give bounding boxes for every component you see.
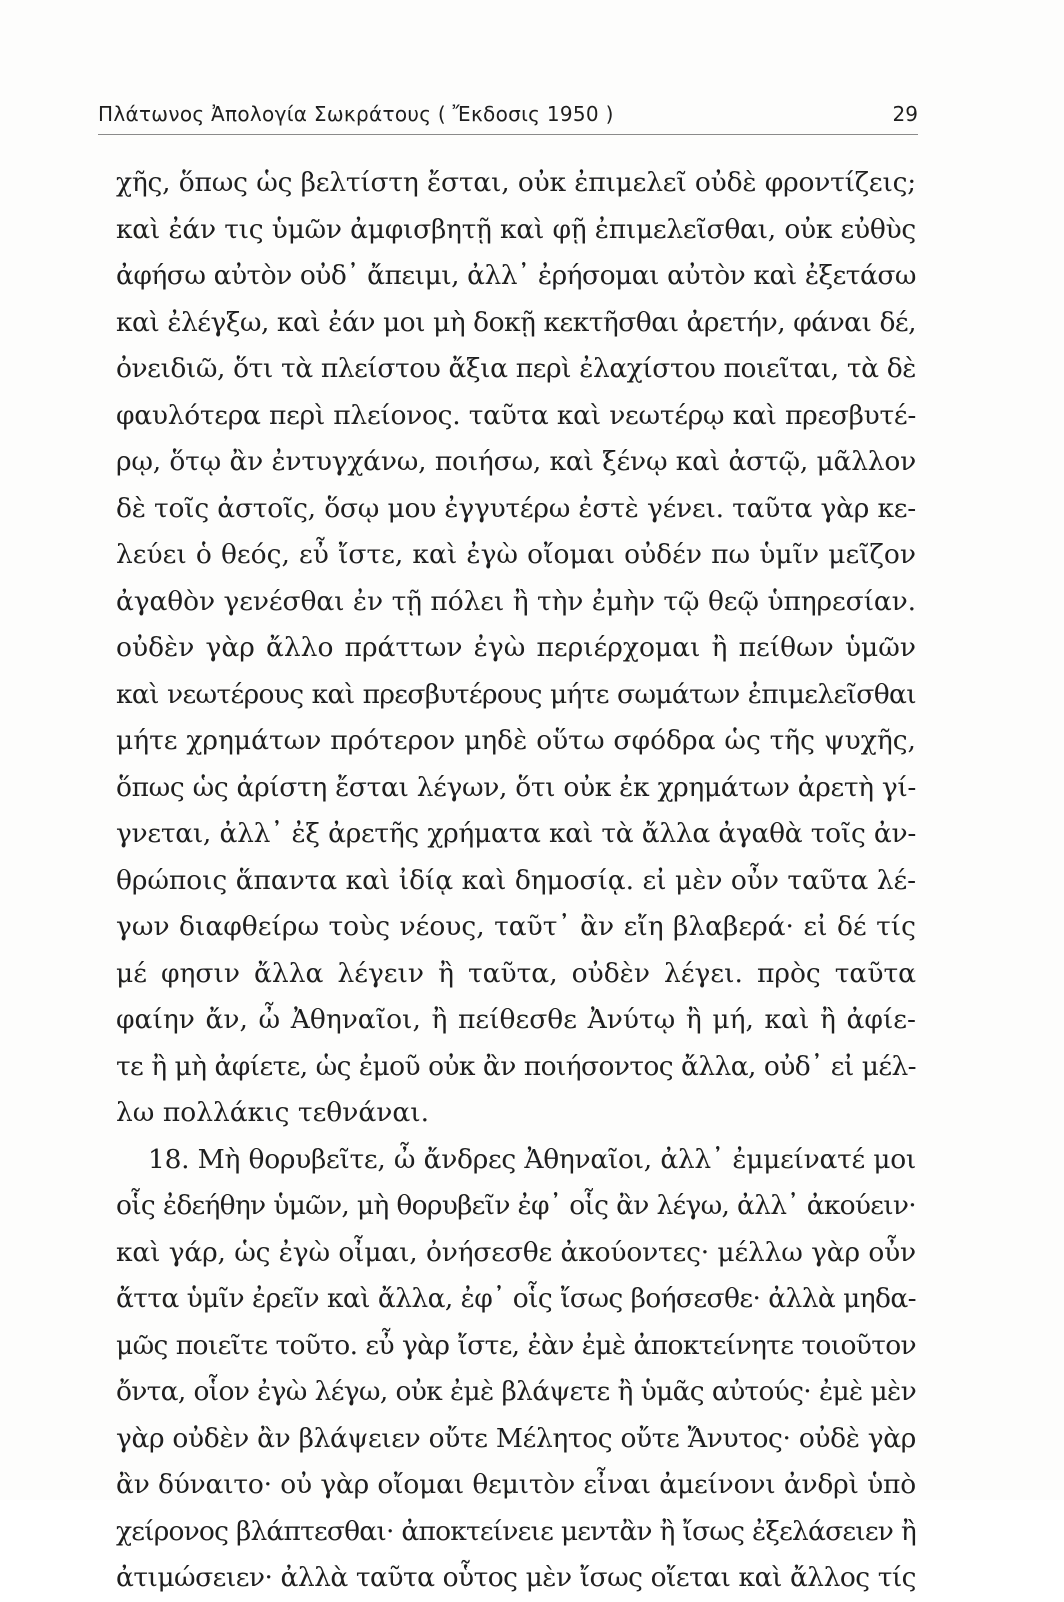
paragraph-end-line: λω πολλάκις τεθνάναι. xyxy=(116,1097,430,1128)
running-head xyxy=(98,102,918,142)
text-line: δὲ τοῖς ἀστοῖς, ὅσῳ μου ἐγγυτέρω ἐστὲ γένει. ταῦτα γὰρ κε- xyxy=(116,492,916,524)
text-line: γων διαφθείρω τοὺς νέους, ταῦτ᾽ ἂν εἴη βλαβερά· εἰ δέ τίς xyxy=(116,911,916,942)
text-line: μῶς ποιεῖτε τοῦτο. εὖ γὰρ ἴστε, ἐὰν ἐμὲ ἀποκτείνητε τοιοῦτον xyxy=(116,1329,916,1361)
text-line: καὶ νεωτέρους καὶ πρεσβυτέρους μήτε σωμάτων ἐπιμελεῖσθαι xyxy=(116,678,916,710)
header-rule xyxy=(98,134,918,135)
section-18-first-line: 18. Μὴ θορυβεῖτε, ὦ ἄνδρες Ἀθηναῖοι, ἀλλ᾽ ἐμμείνατέ μοι xyxy=(148,1143,916,1175)
text-line: ὅπως ὡς ἀρίστη ἔσται λέγων, ὅτι οὐκ ἐκ χρημάτων ἀρετὴ γί- xyxy=(116,771,916,803)
running-head-title: Πλάτωνος Ἀπολογία Σωκράτους ( Ἔκδοσις 1950 ) xyxy=(98,102,614,126)
text-line: ὄντα, οἷον ἐγὼ λέγω, οὐκ ἐμὲ βλάψετε ἢ ὑμᾶς αὐτούς· ἐμὲ μὲν xyxy=(116,1376,916,1407)
text-line: καὶ ἐάν τις ὑμῶν ἀμφισβητῇ καὶ φῇ ἐπιμελεῖσθαι, οὐκ εὐθὺς xyxy=(116,213,916,245)
text-line: ἀγαθὸν γενέσθαι ἐν τῇ πόλει ἢ τὴν ἐμὴν τῷ θεῷ ὑπηρεσίαν. xyxy=(116,585,916,617)
text-line: ὀνειδιῶ, ὅτι τὰ πλείστου ἄξια περὶ ἐλαχίστου ποιεῖται, τὰ δὲ xyxy=(116,353,916,384)
text-line: ἂν δύναιτο· οὐ γὰρ οἴομαι θεμιτὸν εἶναι ἀμείνονι ἀνδρὶ ὑπὸ xyxy=(116,1469,916,1500)
text-line: ἀτιμώσειεν· ἀλλὰ ταῦτα οὗτος μὲν ἴσως οἴεται καὶ ἄλλος τίς xyxy=(116,1562,916,1593)
page-number: 29 xyxy=(892,102,918,126)
text-line: χῆς, ὅπως ὡς βελτίστη ἔσται, οὐκ ἐπιμελεῖ οὐδὲ φροντίζεις; xyxy=(116,167,916,198)
text-line: μέ φησιν ἄλλα λέγειν ἢ ταῦτα, οὐδὲν λέγει. πρὸς ταῦτα xyxy=(116,957,916,989)
text-line: μήτε χρημάτων πρότερον μηδὲ οὕτω σφόδρα ὡς τῆς ψυχῆς, xyxy=(116,725,916,756)
text-line: οἷς ἐδεήθην ὑμῶν, μὴ θορυβεῖν ἐφ᾽ οἷς ἂν λέγω, ἀλλ᾽ ἀκούειν· xyxy=(116,1190,916,1221)
text-line: γνεται, ἀλλ᾽ ἐξ ἀρετῆς χρήματα καὶ τὰ ἄλλα ἀγαθὰ τοῖς ἀν- xyxy=(116,818,916,849)
text-line: καὶ ἐλέγξω, καὶ ἐάν μοι μὴ δοκῇ κεκτῆσθαι ἀρετήν, φάναι δέ, xyxy=(116,306,916,338)
text-line: γὰρ οὐδὲν ἂν βλάψειεν οὔτε Μέλητος οὔτε Ἄνυτος· οὐδὲ γὰρ xyxy=(116,1422,916,1454)
text-line: ἄττα ὑμῖν ἐρεῖν καὶ ἄλλα, ἐφ᾽ οἷς ἴσως βοήσεσθε· ἀλλὰ μηδα- xyxy=(116,1283,916,1314)
text-line: ρῳ, ὅτῳ ἂν ἐντυγχάνω, ποιήσω, καὶ ξένῳ καὶ ἀστῷ, μᾶλλον xyxy=(116,446,916,477)
text-line: τε ἢ μὴ ἀφίετε, ὡς ἐμοῦ οὐκ ἂν ποιήσοντος ἄλλα, οὐδ᾽ εἰ μέλ- xyxy=(116,1050,916,1082)
text-line: φαυλότερα περὶ πλείονος. ταῦτα καὶ νεωτέρῳ καὶ πρεσβυτέ- xyxy=(116,399,916,431)
text-line: λεύει ὁ θεός, εὖ ἴστε, καὶ ἐγὼ οἴομαι οὐδέν πω ὑμῖν μεῖζον xyxy=(116,539,916,570)
text-line: φαίην ἄν, ὦ Ἀθηναῖοι, ἢ πείθεσθε Ἀνύτῳ ἢ μή, καὶ ἢ ἀφίε- xyxy=(116,1004,916,1035)
body-text xyxy=(116,160,916,1602)
text-line: θρώποις ἅπαντα καὶ ἰδίᾳ καὶ δημοσίᾳ. εἰ μὲν οὖν ταῦτα λέ- xyxy=(116,864,916,896)
text-line: καὶ γάρ, ὡς ἐγὼ οἶμαι, ὀνήσεσθε ἀκούοντες· μέλλω γὰρ οὖν xyxy=(116,1236,916,1268)
text-line: χείρονος βλάπτεσθαι· ἀποκτείνειε μεντἂν ἢ ἴσως ἐξελάσειεν ἢ xyxy=(116,1515,916,1547)
text-line: ἀφήσω αὐτὸν οὐδ᾽ ἄπειμι, ἀλλ᾽ ἐρήσομαι αὐτὸν καὶ ἐξετάσω xyxy=(116,260,916,291)
text-line: οὐδὲν γὰρ ἄλλο πράττων ἐγὼ περιέρχομαι ἢ πείθων ὑμῶν xyxy=(116,632,916,663)
